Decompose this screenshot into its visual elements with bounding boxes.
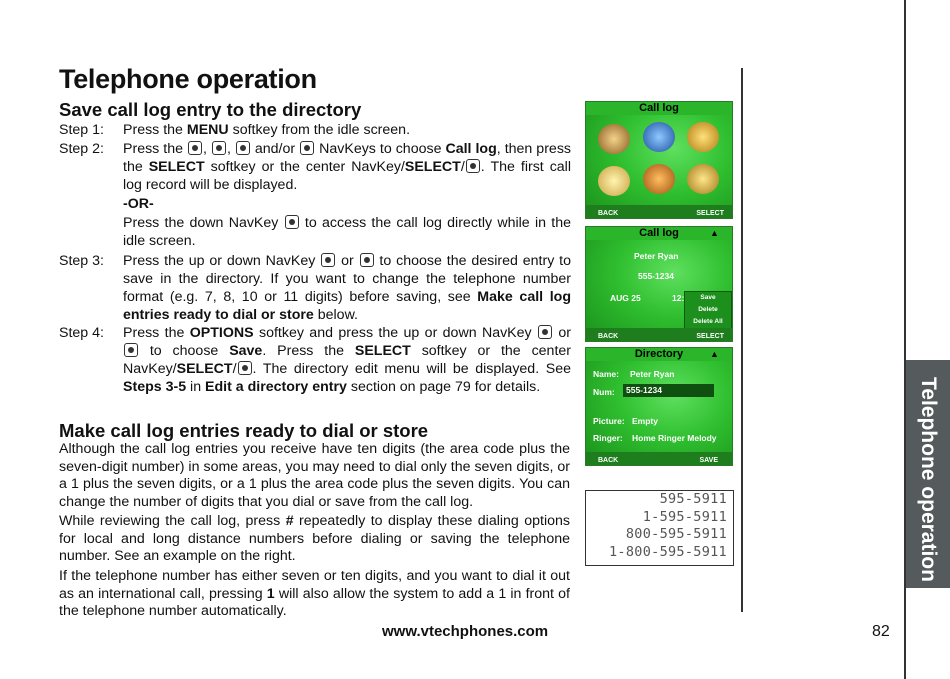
navkey-down-icon [285, 215, 299, 229]
scroll-arrows-icon: ▲ [710, 228, 719, 238]
handset-icon [643, 164, 675, 194]
section-heading-dial-or-store: Make call log entries ready to dial or store [59, 420, 429, 441]
call-date: AUG 25 [610, 293, 641, 303]
name-label: Name: [593, 369, 619, 379]
softkey-select[interactable]: SELECT [696, 333, 724, 340]
divider [741, 68, 743, 612]
navkey-left-icon [300, 141, 314, 155]
menu-item-delete-all[interactable]: Delete All [693, 318, 723, 325]
menu-item-delete[interactable]: Delete [698, 306, 718, 313]
step-1: Step 1: Press the MENU softkey from the idle screen. [59, 122, 411, 138]
softkey-select[interactable]: SELECT [696, 210, 724, 217]
side-tab: Telephone operation [906, 360, 950, 588]
paragraph-press-hash: While reviewing the call log, press # repeatedly to display these dialing options for local and long distance numbers before dialing or saving the telephone number. See an example on the right. [59, 513, 570, 564]
paragraph-digits: Although the call log entries you receive have ten digits (the area code plus the seven-digit number) in some areas, you may need to dial only the seven digits, or a 1 plus the seven digits, or a 1 plus the area code plus the seven digits. You can change the number of digits that you dial or save from the call log. [59, 441, 570, 510]
step-4: Step 4: Press the OPTIONS softkey and press the up or down NavKey or to choose Save. Press the SELECT softkey or the center NavKey/SELECT/ . The directory edit menu will be displayed. See Steps 3-5 in Edit a directory entry section on page 79 for details. [59, 325, 572, 395]
number-8-digit: 1-595-5911 [642, 508, 727, 525]
number-11-digit: 1-800-595-5911 [609, 543, 727, 560]
navkey-down-icon [124, 343, 138, 357]
globe-icon [643, 122, 675, 152]
picture-label: Picture: [593, 416, 625, 426]
screen-title: Call log [586, 102, 732, 115]
music-note-icon [687, 122, 719, 152]
menu-item-save[interactable]: Save [700, 294, 716, 301]
settings-tools-icon [687, 164, 719, 194]
screen-title: Call log [586, 227, 732, 240]
step-3: Step 3: Press the up or down NavKey or to choose the desired entry to save in the directory. If you want to change the telephone number format (e.g. 7, 8, 10 or 11 digits) before saving, see Make call log entries ready to dial or store below. [59, 253, 571, 323]
step-2: Step 2: Press the , , and/or NavKeys to choose Call log, then press the SELECT softkey or the center NavKey/SELECT/ . The first call log record will be displayed. -OR- Press the down NavKey to access the call log directly while in the idle screen. [59, 141, 572, 249]
navkey-down-icon [212, 141, 226, 155]
paragraph-international: If the telephone number has either seven or ten digits, and you want to dial it out as an international call, pressing 1 will also allow the system to add a 1 in front of the telephone number automatically. [59, 568, 570, 619]
num-label: Num: [593, 387, 615, 397]
num-field[interactable]: 555-1234 [623, 384, 714, 397]
softkey-back[interactable]: BACK [598, 457, 619, 464]
navkey-down-icon [360, 253, 374, 267]
call-time: 12: [672, 293, 685, 303]
softkey-save[interactable]: SAVE [699, 457, 718, 464]
call-list-icon [598, 166, 630, 196]
page-number: 82 [872, 623, 890, 640]
navkey-up-icon [321, 253, 335, 267]
name-value: Peter Ryan [630, 369, 675, 379]
section-heading-save: Save call log entry to the directory [59, 99, 362, 120]
options-menu [684, 291, 732, 333]
phonebook-icon [598, 124, 630, 154]
number-10-digit: 800-595-5911 [625, 526, 727, 542]
navkey-right-icon [236, 141, 250, 155]
ringer-value: Home Ringer Melody [632, 433, 717, 443]
picture-value: Empty [632, 416, 658, 426]
navkey-center-icon [238, 361, 252, 375]
number-7-digit: 595-5911 [659, 491, 727, 507]
screen-title: Directory [586, 348, 732, 361]
dialing-options-box [585, 490, 734, 566]
screen-call-log-menu [585, 101, 733, 219]
softkey-back[interactable]: BACK [598, 210, 619, 217]
screen-call-log-entry [585, 226, 733, 342]
navkey-center-icon [466, 159, 480, 173]
caller-name: Peter Ryan [634, 251, 679, 261]
navkey-up-icon [188, 141, 202, 155]
softkey-back[interactable]: BACK [598, 333, 619, 340]
navkey-up-icon [538, 325, 552, 339]
scroll-arrows-icon: ▲ [710, 349, 719, 359]
page-title: Telephone operation [59, 64, 317, 94]
ringer-label: Ringer: [593, 433, 623, 443]
caller-number: 555-1234 [638, 271, 674, 281]
footer-url: www.vtechphones.com [382, 623, 549, 640]
screen-directory-edit [585, 347, 733, 466]
